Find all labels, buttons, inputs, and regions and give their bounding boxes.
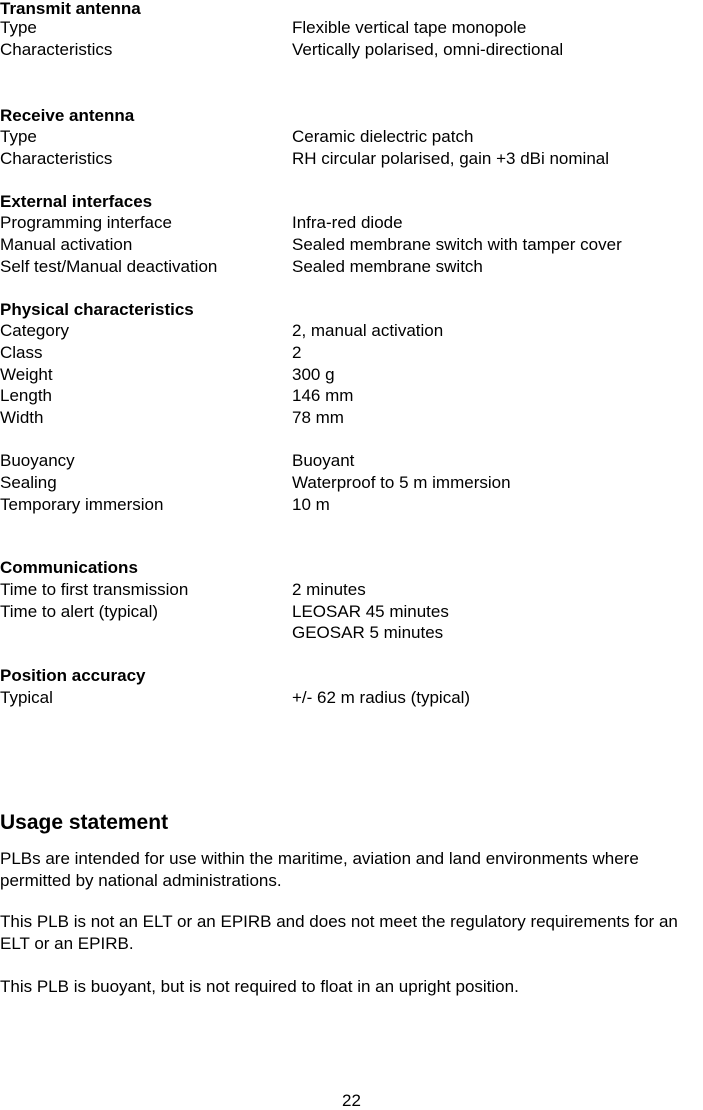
spec-label: Width bbox=[0, 408, 44, 427]
spec-value: 2, manual activation bbox=[292, 321, 444, 340]
spec-value: LEOSAR 45 minutes bbox=[292, 602, 449, 621]
spec-value: Vertically polarised, omni-directional bbox=[292, 40, 564, 59]
spec-value: 2 bbox=[292, 343, 302, 362]
spec-value: 146 mm bbox=[292, 386, 354, 405]
usage-paragraph: PLBs are intended for use within the maritime, aviation and land environments where permitted by national administrations. bbox=[0, 849, 639, 890]
spec-label: Temporary immersion bbox=[0, 495, 164, 514]
spec-value: Ceramic dielectric patch bbox=[292, 127, 474, 146]
spec-value: Waterproof to 5 m immersion bbox=[292, 473, 511, 492]
spec-value: RH circular polarised, gain +3 dBi nominal bbox=[292, 149, 610, 168]
spec-value: Sealed membrane switch with tamper cover bbox=[292, 235, 622, 254]
spec-value: 2 minutes bbox=[292, 580, 366, 599]
spec-label: Self test/Manual deactivation bbox=[0, 257, 218, 276]
section-heading-external-interfaces: External interfaces bbox=[0, 192, 153, 211]
spec-label: Time to alert (typical) bbox=[0, 602, 159, 621]
section-heading-communications: Communications bbox=[0, 558, 138, 577]
spec-value: 10 m bbox=[292, 495, 330, 514]
spec-label: Typical bbox=[0, 688, 53, 707]
spec-value: 78 mm bbox=[292, 408, 344, 427]
section-heading-receive-antenna: Receive antenna bbox=[0, 106, 135, 125]
usage-paragraph: This PLB is buoyant, but is not required to float in an upright position. bbox=[0, 977, 519, 996]
spec-value: 300 g bbox=[292, 365, 335, 384]
spec-value: GEOSAR 5 minutes bbox=[292, 623, 444, 642]
spec-label: Type bbox=[0, 18, 37, 37]
spec-value: Buoyant bbox=[292, 451, 355, 470]
usage-paragraph: This PLB is not an ELT or an EPIRB and does not meet the regulatory requirements for an ELT or an EPIRB. bbox=[0, 912, 678, 953]
section-heading-transmit-antenna: Transmit antenna bbox=[0, 0, 141, 18]
section-heading-position-accuracy: Position accuracy bbox=[0, 666, 146, 685]
spec-label: Category bbox=[0, 321, 69, 340]
spec-label: Sealing bbox=[0, 473, 57, 492]
spec-value: +/- 62 m radius (typical) bbox=[292, 688, 471, 707]
usage-statement-title: Usage statement bbox=[0, 811, 169, 834]
page-number: 22 bbox=[342, 1091, 361, 1110]
section-heading-physical-characteristics: Physical characteristics bbox=[0, 300, 194, 319]
spec-label: Time to first transmission bbox=[0, 580, 189, 599]
spec-label: Weight bbox=[0, 365, 53, 384]
spec-label: Class bbox=[0, 343, 43, 362]
spec-label: Length bbox=[0, 386, 52, 405]
spec-value: Flexible vertical tape monopole bbox=[292, 18, 527, 37]
spec-label: Manual activation bbox=[0, 235, 133, 254]
spec-label: Buoyancy bbox=[0, 451, 75, 470]
spec-value: Infra-red diode bbox=[292, 213, 403, 232]
spec-label: Programming interface bbox=[0, 213, 172, 232]
spec-value: Sealed membrane switch bbox=[292, 257, 483, 276]
spec-label: Characteristics bbox=[0, 149, 113, 168]
spec-label: Characteristics bbox=[0, 40, 113, 59]
spec-label: Type bbox=[0, 127, 37, 146]
